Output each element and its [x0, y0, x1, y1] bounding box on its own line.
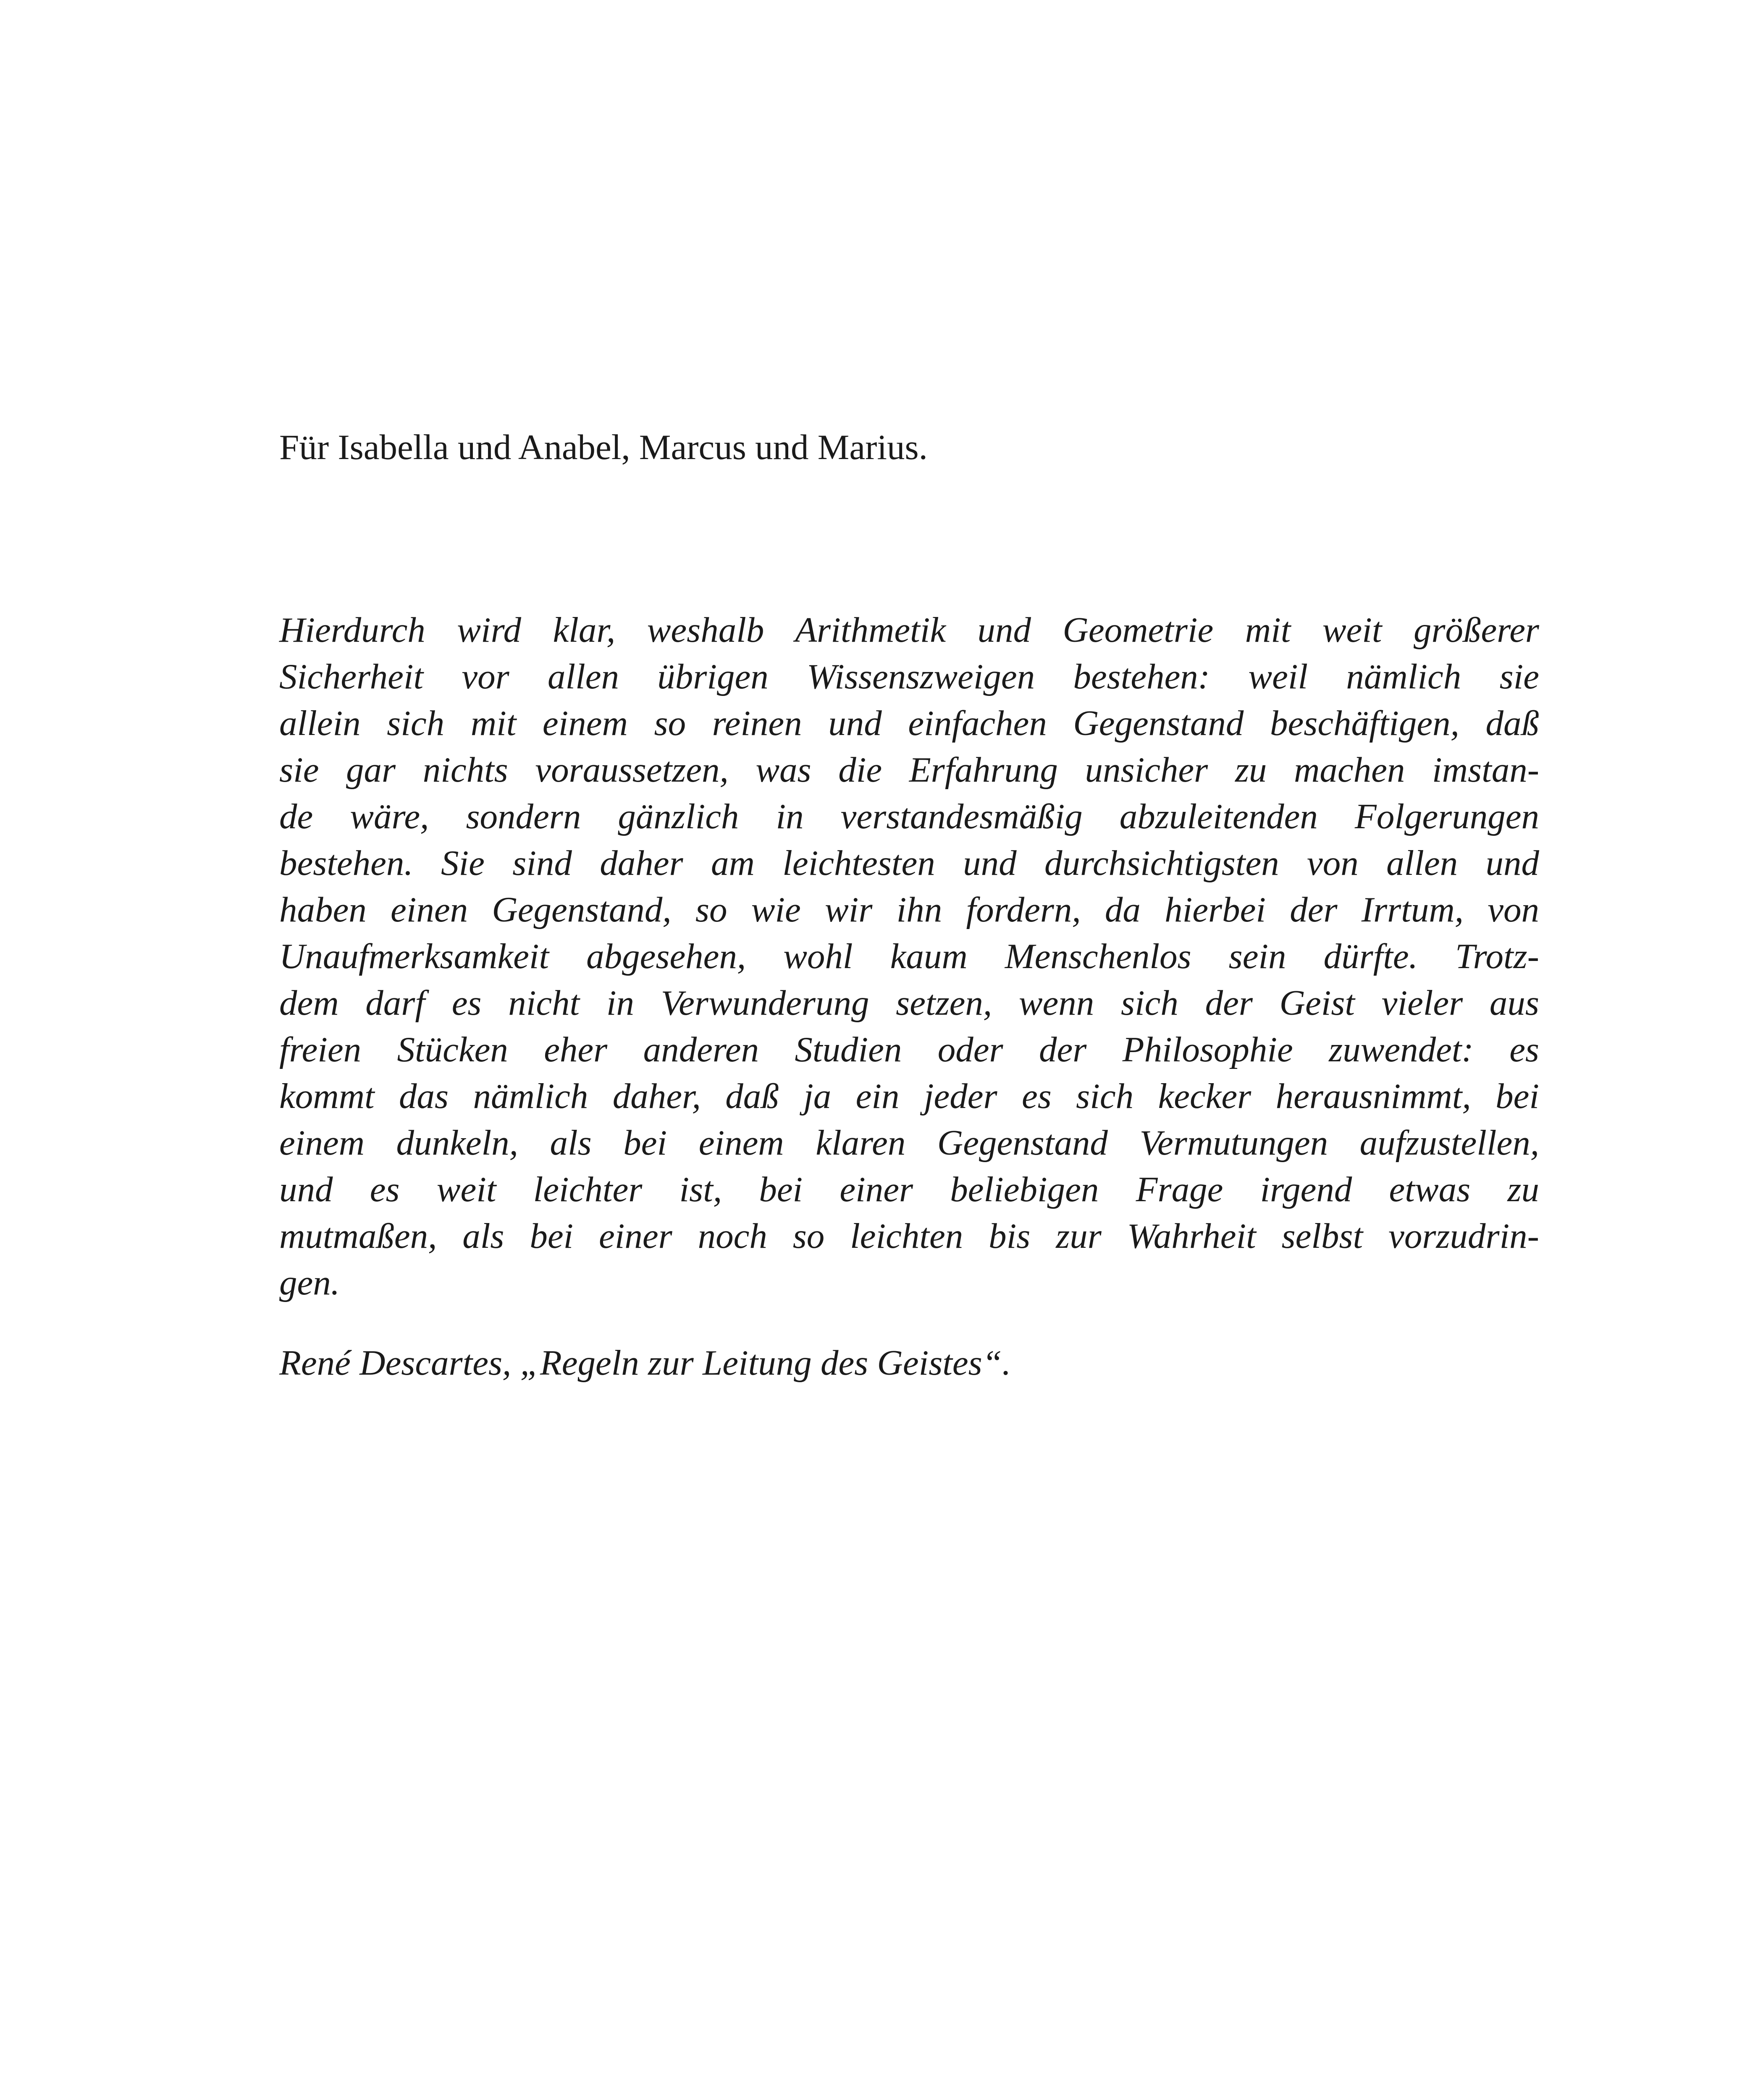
- epigraph-line: freien Stücken eher anderen Studien oder der Philosophie zuwendet: es: [279, 1030, 1539, 1069]
- epigraph-line: gen.: [279, 1263, 340, 1302]
- epigraph-line: de wäre, sondern gänzlich in verstandesmäßig abzuleitenden Folgerungen: [279, 797, 1539, 836]
- dedication-text: Für Isabella und Anabel, Marcus und Marius.: [279, 428, 928, 467]
- epigraph-line: sie gar nichts voraussetzen, was die Erfahrung unsicher zu machen imstan-: [279, 750, 1539, 790]
- epigraph-line: dem darf es nicht in Verwunderung setzen, wenn sich der Geist vieler aus: [279, 983, 1539, 1023]
- epigraph-line: Hierdurch wird klar, weshalb Arithmetik und Geometrie mit weit größerer: [279, 610, 1539, 650]
- epigraph-line: Sicherheit vor allen übrigen Wissenszweigen bestehen: weil nämlich sie: [279, 657, 1539, 696]
- epigraph-line: Unaufmerksamkeit abgesehen, wohl kaum Menschenlos sein dürfte. Trotz-: [279, 937, 1539, 976]
- epigraph-line: und es weit leichter ist, bei einer beliebigen Frage irgend etwas zu: [279, 1170, 1539, 1209]
- epigraph-line: allein sich mit einem so reinen und einfachen Gegenstand beschäftigen, daß: [279, 704, 1539, 743]
- epigraph-line: haben einen Gegenstand, so wie wir ihn fordern, da hierbei der Irrtum, von: [279, 890, 1539, 929]
- epigraph-line: einem dunkeln, als bei einem klaren Gegenstand Vermutungen aufzustellen,: [279, 1123, 1539, 1163]
- epigraph-quote: [279, 607, 1539, 1306]
- epigraph-line: kommt das nämlich daher, daß ja ein jeder es sich kecker herausnimmt, bei: [279, 1076, 1539, 1116]
- epigraph-line: mutmaßen, als bei einer noch so leichten bis zur Wahrheit selbst vorzudrin-: [279, 1216, 1539, 1256]
- epigraph-attribution: René Descartes, „Regeln zur Leitung des Geistes“.: [279, 1343, 1011, 1383]
- epigraph-line: bestehen. Sie sind daher am leichtesten und durchsichtigsten von allen und: [279, 843, 1539, 883]
